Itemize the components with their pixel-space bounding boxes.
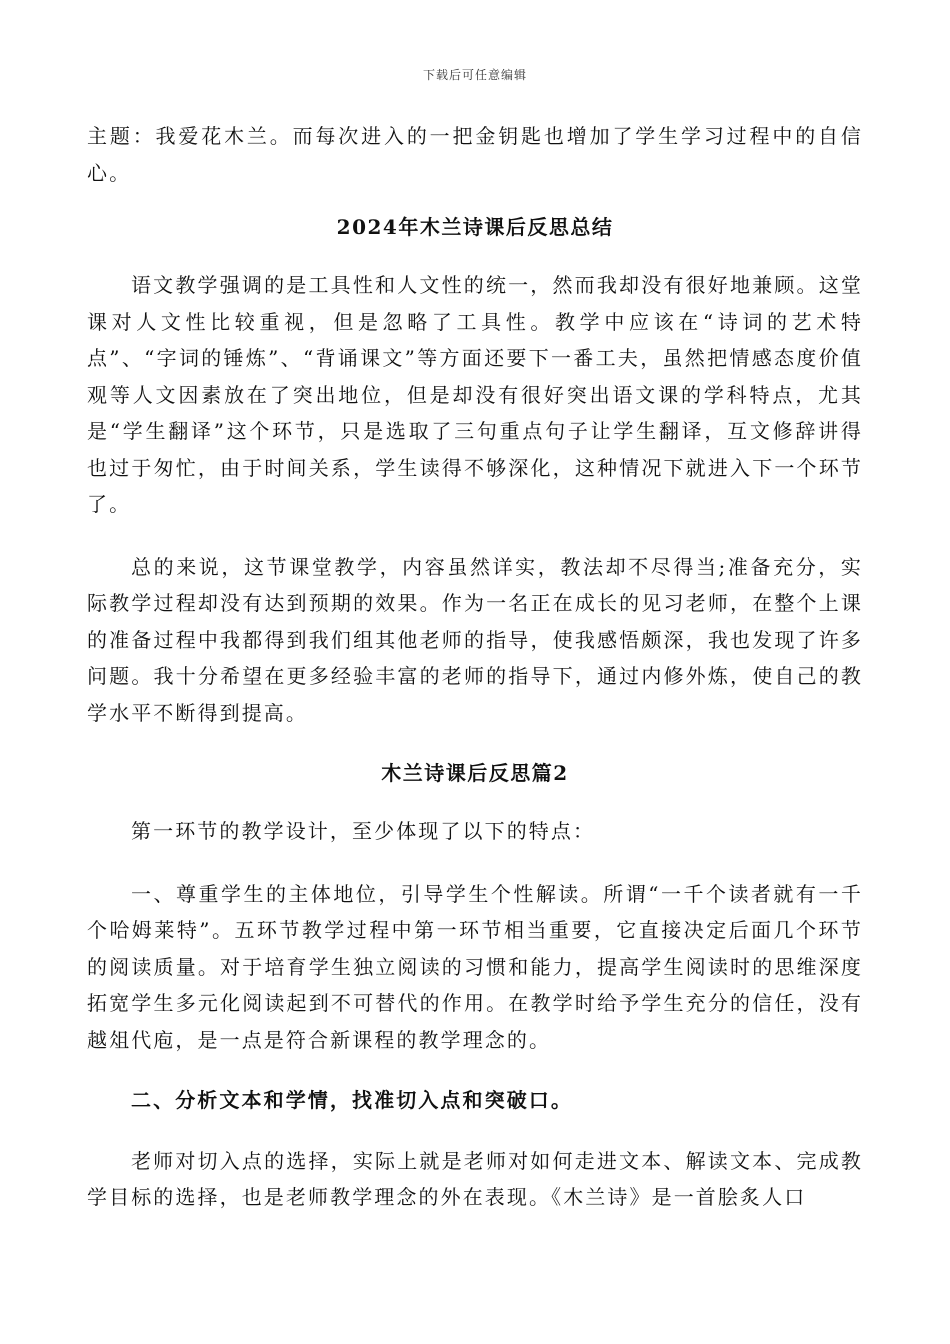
section2-paragraph-2: 一、尊重学生的主体地位，引导学生个性解读。所谓“一千个读者就有一千个哈姆莱特”。五环节教学过程中第一环节相当重要，它直接决定后面几个环节的阅读质量。对于培育学生独立阅读的习惯和能力，提高学生阅读时的思维深度拓宽学生多元化阅读起到不可替代的作用。在教学时给予学生充分的信任，没有越俎代庖，是一点是符合新课程的教学理念的。 (87, 881, 863, 1052)
page-header-note: 下载后可任意编辑 (422, 68, 527, 82)
section2-bold-point: 二、分析文本和学情，找准切入点和突破口。 (131, 1088, 573, 1112)
section2-paragraph-1: 第一环节的教学设计，至少体现了以下的特点： (131, 819, 596, 843)
section2-title: 木兰诗课后反思篇2 (381, 761, 569, 785)
section1-title: 2024年木兰诗课后反思总结 (336, 215, 614, 239)
intro-paragraph: 主题：我爱花木兰。而每次进入的一把金钥匙也增加了学生学习过程中的自信心。 (87, 124, 863, 185)
section1-paragraph-1: 语文教学强调的是工具性和人文性的统一，然而我却没有很好地兼顾。这堂课对人文性比较重视，但是忽略了工具性。教学中应该在“诗词的艺术特点”、“字词的锤炼”、“背诵课文”等方面还要下一番工夫，虽然把情感态度价值观等人文因素放在了突出地位，但是却没有很好突出语文课的学科特点，尤其是“学生翻译”这个环节，只是选取了三句重点句子让学生翻译，互文修辞讲得也过于匆忙，由于时间关系，学生读得不够深化，这种情况下就进入下一个环节了。 (87, 273, 863, 516)
document-body (87, 118, 863, 1216)
section1-paragraph-2: 总的来说，这节课堂教学，内容虽然详实，教法却不尽得当;准备充分，实际教学过程却没有达到预期的效果。作为一名正在成长的见习老师，在整个上课的准备过程中我都得到我们组其他老师的指导，使我感悟颇深，我也发现了许多问题。我十分希望在更多经验丰富的老师的指导下，通过内修外炼，使自己的教学水平不断得到提高。 (87, 554, 863, 725)
section2-paragraph-3: 老师对切入点的选择，实际上就是老师对如何走进文本、解读文本、完成教学目标的选择，也是老师教学理念的外在表现。《木兰诗》是一首脍炙人口 (87, 1148, 863, 1209)
